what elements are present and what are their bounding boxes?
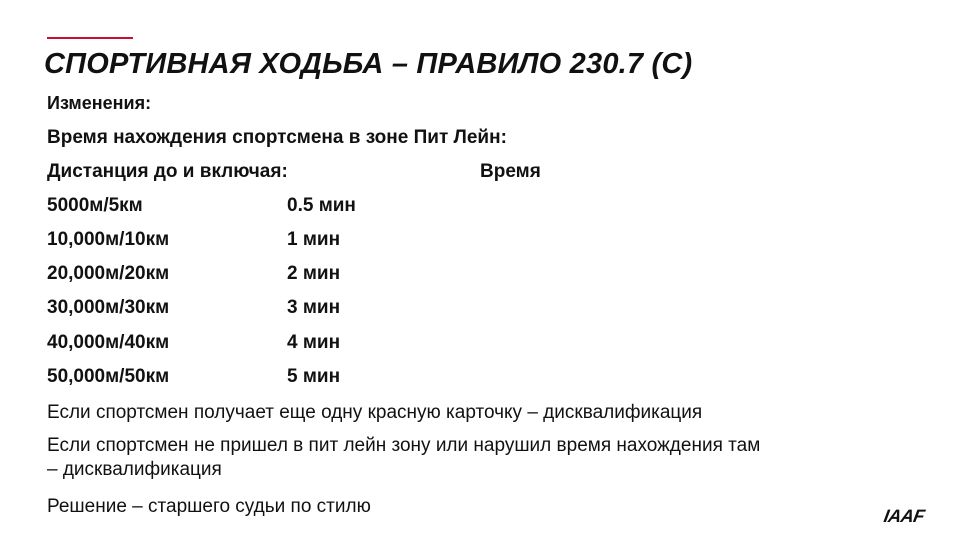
- row-distance: 30,000м/30км: [47, 297, 170, 318]
- row-distance: 5000м/5км: [47, 195, 143, 216]
- row-distance: 20,000м/20км: [47, 263, 170, 284]
- pitlane-violation-line2: – дисквалификация: [47, 459, 222, 480]
- row-time: 0.5 мин: [287, 195, 356, 216]
- changes-label: Изменения:: [47, 93, 152, 113]
- slide-title: СПОРТИВНАЯ ХОДЬБА – ПРАВИЛО 230.7 (С): [44, 48, 693, 80]
- pitlane-violation-note: [47, 434, 760, 482]
- row-time: 1 мин: [287, 229, 341, 250]
- red-card-note: Если спортсмен получает еще одну красную карточку – дисквалификация: [47, 402, 703, 423]
- pitlane-time-heading: Время нахождения спортсмена в зоне Пит Лейн:: [47, 127, 507, 148]
- title-accent-bar: [47, 37, 133, 39]
- row-distance: 50,000м/50км: [47, 366, 170, 387]
- table-row: [47, 332, 447, 356]
- row-time: 3 мин: [287, 297, 341, 318]
- distance-column-header: Дистанция до и включая:: [47, 161, 288, 182]
- table-row: [47, 229, 447, 253]
- pitlane-violation-line1: Если спортсмен не пришел в пит лейн зону или нарушил время нахождения там: [47, 435, 761, 456]
- table-row: [47, 297, 447, 321]
- decision-note: Решение – старшего судьи по стилю: [47, 496, 371, 517]
- table-row: [47, 366, 447, 390]
- iaaf-logo: IAAF: [882, 506, 926, 526]
- time-column-header: Время: [480, 161, 541, 182]
- table-row: [47, 195, 447, 219]
- row-time: 4 мин: [287, 332, 341, 353]
- row-distance: 40,000м/40км: [47, 332, 170, 353]
- table-row: [47, 263, 447, 287]
- row-distance: 10,000м/10км: [47, 229, 170, 250]
- row-time: 5 мин: [287, 366, 341, 387]
- row-time: 2 мин: [287, 263, 341, 284]
